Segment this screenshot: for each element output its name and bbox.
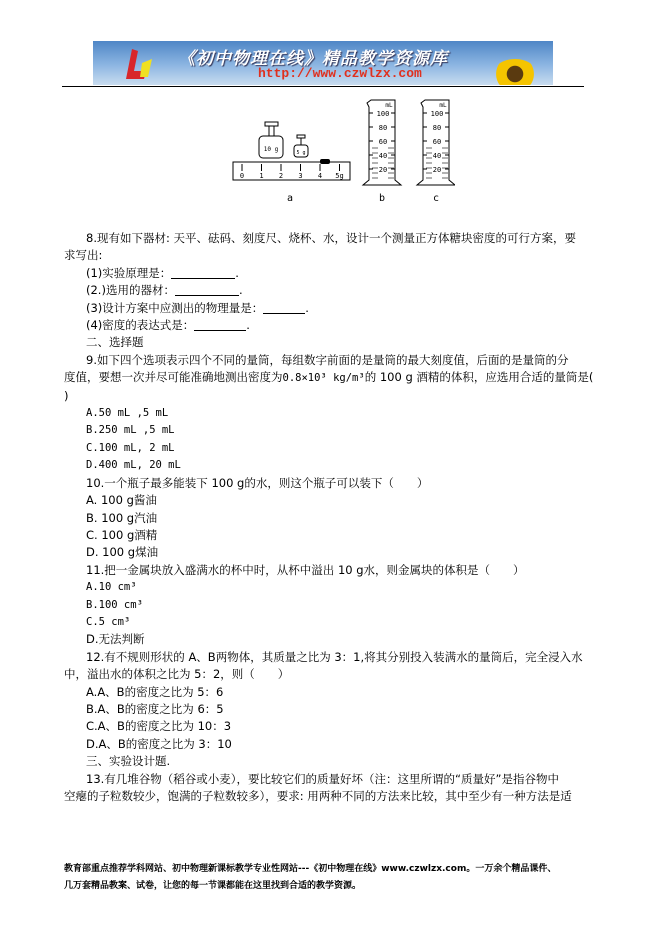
q12-option-a: A.A、B的密度之比为 5：6 — [86, 684, 224, 699]
page-footer — [64, 861, 594, 895]
cylinder-b — [363, 100, 401, 185]
section-heading-2: 二、选择题 — [86, 335, 144, 350]
q12-stem-line2: 中，溢出水的体积之比为 5：2，则（ ） — [64, 667, 290, 682]
q12-option-d: D.A、B的密度之比为 3：10 — [86, 736, 232, 751]
cylinder-tick-label: 40 — [378, 152, 388, 160]
scale-tick-label: 5g — [335, 172, 344, 180]
cylinder-tick-label: 20 — [432, 166, 442, 174]
q9-stem-part: 的 100 g 酒精的体积，应选用合适的量筒是( — [364, 370, 594, 385]
scale-tick-label: 1 — [259, 172, 264, 180]
q9-option-b: B.250 mL ,5 mL — [86, 424, 175, 437]
cylinder-tick-label: 100 — [430, 110, 444, 118]
banner-title: 《初中物理在线》精品教学资源库 — [178, 49, 448, 69]
document-body — [64, 230, 594, 805]
footer-line1: 教育部重点推荐学科网站、初中物理新课标教学专业性网站---《初中物理在线》www.czwlzx.com。一万余个精品课件、 — [64, 864, 557, 874]
label-a: a — [286, 193, 294, 204]
header-divider — [62, 86, 584, 87]
label-b: b — [378, 193, 386, 204]
q12-option-c: C.A、B的密度之比为 10：3 — [86, 719, 232, 734]
q10-option-d: D. 100 g煤油 — [86, 545, 159, 560]
q11-option-c: C.5 cm³ — [86, 615, 131, 628]
q9-option-a: A.50 mL ,5 mL — [86, 407, 169, 420]
beam-scale — [233, 159, 350, 180]
q8-stem-line2: 求写出: — [64, 248, 103, 263]
q9-option-c: C.100 mL, 2 mL — [86, 441, 175, 454]
q11-stem: 11.把一金属块放入盛满水的杯中时，从杯中溢出 10 g水，则金属块的体积是（ ） — [86, 562, 525, 577]
sunflower-icon — [493, 59, 537, 85]
cylinder-tick-label: 60 — [378, 138, 388, 146]
q8-item-1-text: (1)实验原理是： — [86, 265, 172, 280]
q13-stem-line2: 空瘪的子粒数较少，饱满的子粒数较多），要求: 用两种不同的方法来比较，其中至少有一种方法是适 — [64, 789, 572, 803]
q9-option-d: D.400 mL, 20 mL — [86, 459, 181, 472]
cylinder-unit: mL — [439, 102, 447, 109]
q8-item-3: (3)设计方案中应测出的物理量是： . — [86, 300, 309, 315]
answer-blank[interactable] — [171, 266, 235, 279]
answer-blank[interactable] — [263, 301, 305, 314]
scale-tick-label: 2 — [278, 172, 284, 180]
q9-stem-line3: ) — [64, 388, 69, 403]
cylinder-tick-label: 60 — [432, 138, 442, 146]
q8-item-2-text: (2.)选用的器材： — [86, 283, 175, 298]
banner-url: http://www.czwlzx.com — [258, 66, 422, 81]
scale-tick-label: 0 — [239, 172, 245, 180]
site-banner — [93, 41, 553, 85]
q11-option-d: D.无法判断 — [86, 632, 145, 647]
q12-stem-line1: 12.有不规则形状的 A、B两物体，其质量之比为 3：1,将其分别投入装满水的量筒后，完全浸入水 — [86, 649, 583, 664]
footer-line2: 几万套精品教案、试卷，让您的每一节课都能在这里找到合适的教学资源。 — [64, 881, 362, 891]
cylinder-unit: mL — [385, 102, 393, 109]
logo-icon — [118, 47, 158, 81]
weight-5g-label: 5 g — [296, 150, 306, 156]
q9-density: 0.8×10³ kg/m³ — [282, 372, 365, 385]
label-c: c — [432, 193, 440, 204]
q11-option-a: A.10 cm³ — [86, 581, 137, 594]
q10-option-c: C. 100 g酒精 — [86, 527, 158, 542]
q10-option-b: B. 100 g汽油 — [86, 510, 158, 525]
weight-10g-label: 10 g — [263, 146, 279, 153]
answer-blank[interactable] — [175, 283, 239, 296]
q9-stem-part: 度值，要想一次并尽可能准确地测出密度为 — [64, 370, 283, 385]
scale-tick-label: 4 — [317, 172, 323, 180]
weights — [259, 122, 308, 158]
q8-stem-line1: 8.现有如下器材: 天平、砝码、刻度尺、烧杯、水，设计一个测量正方体糖块密度的可行方案，要 — [86, 231, 576, 245]
cylinder-c — [417, 100, 455, 185]
cylinder-tick-label: 100 — [376, 110, 390, 118]
q8-item-4: (4)密度的表达式是： . — [86, 318, 250, 333]
rider — [320, 159, 330, 164]
q11-option-b: B.100 cm³ — [86, 598, 143, 611]
q8-item-3-text: (3)设计方案中应测出的物理量是： — [86, 300, 264, 315]
q9-stem-line1: 9.如下四个选项表示四个不同的量筒，每组数字前面的是量筒的最大刻度值，后面的是量筒的分 — [86, 352, 569, 367]
q10-stem: 10.一个瓶子最多能装下 100 g的水，则这个瓶子可以装下（ ） — [86, 475, 429, 490]
q8-item-2: (2.)选用的器材： . — [86, 283, 243, 298]
figure-balance-and-cylinders — [225, 98, 455, 208]
answer-blank[interactable] — [194, 318, 246, 331]
q13-stem-line1: 13.有几堆谷物（稻谷或小麦），要比较它们的质量好坏（注：这里所谓的“质量好”是指谷物中 — [86, 771, 559, 786]
scale-tick-label: 3 — [298, 172, 303, 180]
section-heading-3: 三、实验设计题. — [86, 754, 171, 769]
q8-item-1: (1)实验原理是： . — [86, 265, 239, 280]
cylinder-tick-label: 80 — [432, 124, 442, 132]
q9-stem-line2 — [64, 369, 594, 387]
cylinder-tick-label: 80 — [378, 124, 388, 132]
q10-option-a: A. 100 g酱油 — [86, 493, 157, 508]
cylinder-tick-label: 20 — [378, 166, 388, 174]
cylinder-tick-label: 40 — [432, 152, 442, 160]
q8-item-4-text: (4)密度的表达式是： — [86, 318, 195, 333]
q12-option-b: B.A、B的密度之比为 6：5 — [86, 701, 224, 716]
